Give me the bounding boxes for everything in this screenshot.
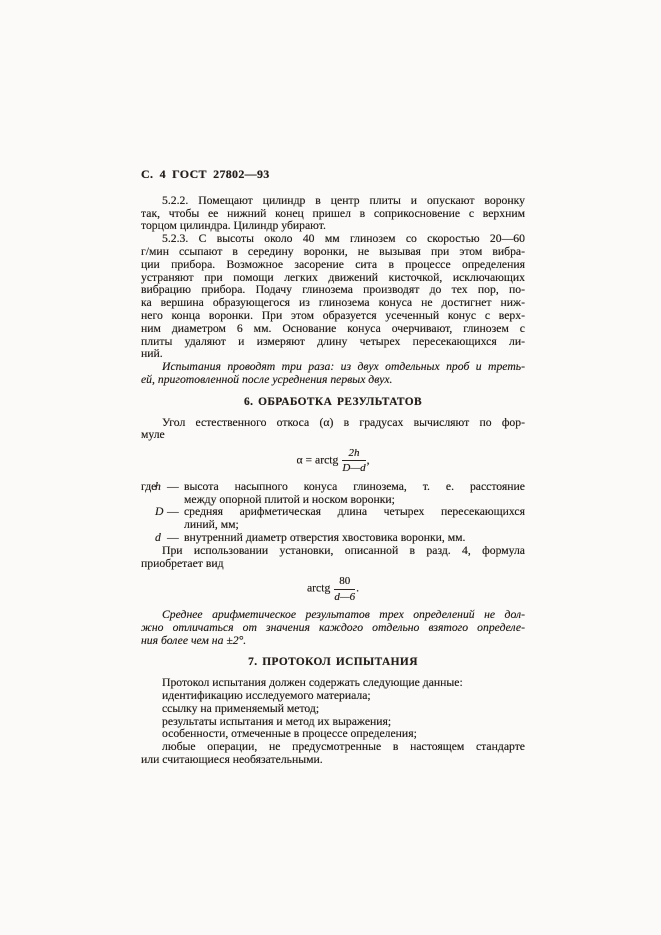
definition-dash: — xyxy=(167,505,179,519)
fraction-denominator: d—6 xyxy=(334,590,356,603)
protocol-item-peculiarities: особенности, отмеченные в процессе определения; xyxy=(162,727,417,741)
definition-D-text: средняя арифметическая длина четырех пересекающихся линий, мм; xyxy=(184,505,525,532)
formula-simplified xyxy=(141,575,525,603)
symbol-d: d xyxy=(155,530,161,544)
running-header: С. 4 ГОСТ 27802—93 xyxy=(141,167,270,181)
section-6-heading: 6. ОБРАБОТКА РЕЗУЛЬТАТОВ xyxy=(244,395,422,408)
fraction xyxy=(342,447,365,475)
fraction-denominator: D—d xyxy=(342,462,366,475)
protocol-item-material: идентификацию исследуемого материала; xyxy=(162,688,371,702)
formula-suffix: , xyxy=(366,453,370,467)
protocol-item-operations: любые операции, не предусмотренные в настоящем стандарте или считающиеся необязательными. xyxy=(141,740,525,766)
tests-repetition-note: Испытания проводят три раза: из двух отдельных проб и треть- ей, приготовленной после усреднения первых двух. xyxy=(141,360,525,386)
setup-formula-note: При использовании установки, описанной в разд. 4, формула приобретает вид xyxy=(141,543,525,570)
where-label: где xyxy=(141,479,157,493)
section-7-heading: 7. ПРОТОКОЛ ИСПЫТАНИЯ xyxy=(248,656,418,669)
symbol-D: D xyxy=(155,505,164,519)
definition-d xyxy=(141,532,525,545)
protocol-intro: Протокол испытания должен содержать следующие данные: xyxy=(162,676,463,690)
definition-d-text: внутренний диаметр отверстия хвостовика воронки, мм. xyxy=(184,530,466,544)
fraction-numerator: 80 xyxy=(334,575,355,589)
protocol-item-method-reference: ссылку на применяемый метод; xyxy=(162,701,320,715)
formula-prefix: α = arctg xyxy=(296,453,339,467)
definition-D xyxy=(141,506,525,532)
definition-h xyxy=(141,481,525,507)
fraction-numerator: 2h xyxy=(342,447,365,461)
document-page xyxy=(141,168,525,767)
symbol-h: h xyxy=(155,479,161,493)
definition-dash: — xyxy=(167,479,179,493)
definition-dash: — xyxy=(167,530,179,544)
formula-suffix: . xyxy=(356,581,360,595)
section-6-intro: Угол естественного откоса (α) в градусах вычисляют по фор- муле xyxy=(141,415,525,442)
formula-prefix: arctg xyxy=(306,581,331,595)
clause-5-2-2: 5.2.2. Помещают цилиндр в центр плиты и опускают воронку так, чтобы ее нижний конец пришел в соприкосновение с верхним торцом цилиндра. Цилиндр убирают. xyxy=(141,193,525,233)
protocol-item-results: результаты испытания и метод их выражения; xyxy=(162,714,392,728)
clause-5-2-3: 5.2.3. С высоты около 40 мм глинозем со скоростью 20—60 г/мин ссыпают в середину воронки, не вызывая при этом вибра- ции прибора. Возможное засорение сита в процессе определения устраняют при помощи легких движений кисточкой, исключающих вибрацию прибора. Подачу глинозема производят до тех пор, по- ка вершина образующегося из глинозема конуса не достигнет ниж- него конца воронки. При этом образуется усеченный конус с верх- ним диаметром 6 мм. Основание конуса очерчивают, глинозем с плиты удаляют и измеряют длину четырех пересекающихся ли- ний. xyxy=(141,232,525,361)
definition-h-text: высота насыпного конуса глинозема, т. е. расстояние между опорной плитой и носком воронки; xyxy=(184,479,525,506)
fraction xyxy=(334,575,355,603)
tolerance-note: Среднее арифметическое результатов трех определений не дол- жно отличаться от значения каждого отдельно взятого определе- ния более чем на ±2°. xyxy=(141,607,525,647)
formula-angle-of-repose xyxy=(141,447,525,475)
